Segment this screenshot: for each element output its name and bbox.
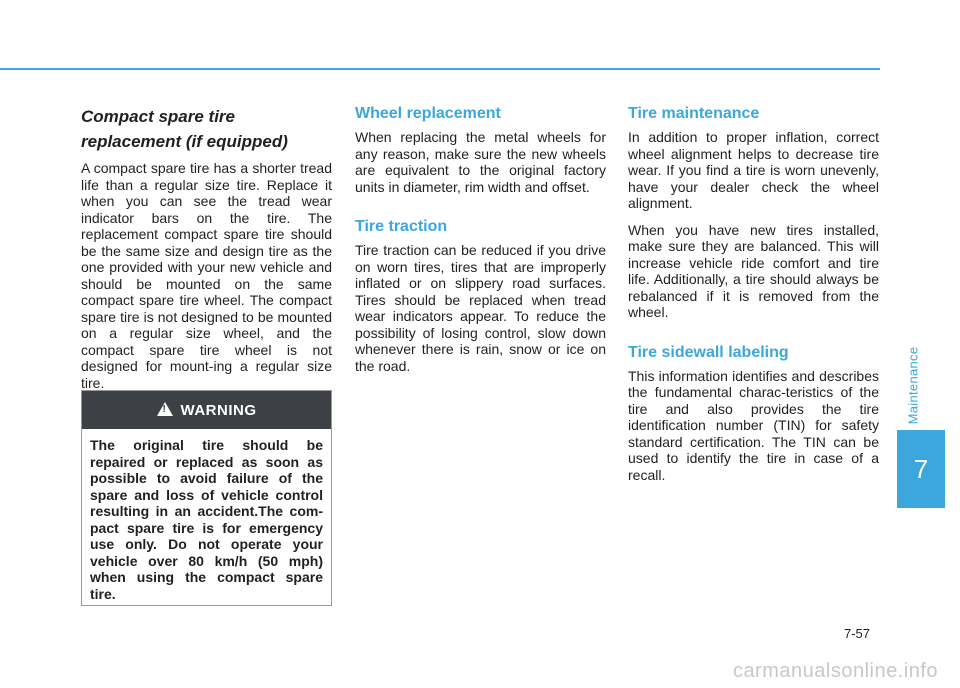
section-heading-compact-spare: Compact spare tire replacement (if equipped) (81, 107, 288, 151)
warning-triangle-icon (157, 402, 173, 416)
section-heading-tire-sidewall: Tire sidewall labeling (628, 343, 789, 361)
column-left (81, 104, 332, 401)
paragraph-tire-sidewall: This information identifies and describes the fundamental charac-teristics of the tire and also provides the tire identification number (TIN) for safety standard certification. The TIN can be used to identify the tire in case of a recall. (628, 367, 879, 483)
chapter-tab: 7 (897, 430, 945, 508)
section-heading-wheel-replacement: Wheel replacement (355, 105, 501, 122)
section-heading-tire-traction: Tire traction (355, 218, 448, 235)
paragraph-tire-maintenance-1: In addition to proper inflation, correct wheel alignment helps to decrease tire wear. If you find a tire is worn unevenly, have your dealer check the wheel alignment. (628, 129, 879, 211)
warning-title: WARNING (180, 401, 257, 419)
column-middle (355, 104, 606, 384)
column-right (628, 104, 879, 493)
page-number: 7-57 (844, 626, 871, 641)
paragraph-compact-spare: A compact spare tire has a shorter tread life than a regular size tire. Replace it when you can see the tread wear indicator bars on the tire. The replacement compact spare tire should be the same size and design tire as the one provided with your new vehicle and should be mounted on the same compact spare tire wheel. The compact spare tire is not designed to be mounted on a regular size wheel, and the compact spare tire wheel is not designed for mount-ing a regular size tire. (81, 160, 332, 391)
section-heading-tire-maintenance: Tire maintenance (628, 105, 760, 122)
warning-header (82, 391, 331, 429)
watermark: carmanualsonline.info (732, 660, 938, 682)
paragraph-wheel-replacement: When replacing the metal wheels for any reason, make sure the new wheels are equivalent to the original factory units in diameter, rim width and offset. (355, 129, 606, 195)
top-rule (0, 68, 880, 70)
warning-text: The original tire should be repaired or replaced as soon as possible to avoid failure of the spare and loss of vehicle control resulting in an accident.The com-pact spare tire is for emergency use only. Do not operate your vehicle over 80 km/h (50 mph) when using the compact spare tire. (90, 437, 323, 602)
paragraph-tire-traction: Tire traction can be reduced if you drive on worn tires, tires that are improperly inflated or on slippery road surfaces. Tires should be replaced when tread wear indicators appear. To reduce the possibility of losing control, slow down whenever there is rain, snow or ice on the road. (355, 242, 606, 374)
paragraph-tire-maintenance-2: When you have new tires installed, make sure they are balanced. This will increase vehicle ride comfort and tire life. Additionally, a tire should always be rebalanced if it is removed from the wheel. (628, 221, 879, 320)
section-side-label (903, 340, 923, 430)
section-label-text: Maintenance (905, 346, 921, 424)
warning-box (81, 390, 332, 606)
